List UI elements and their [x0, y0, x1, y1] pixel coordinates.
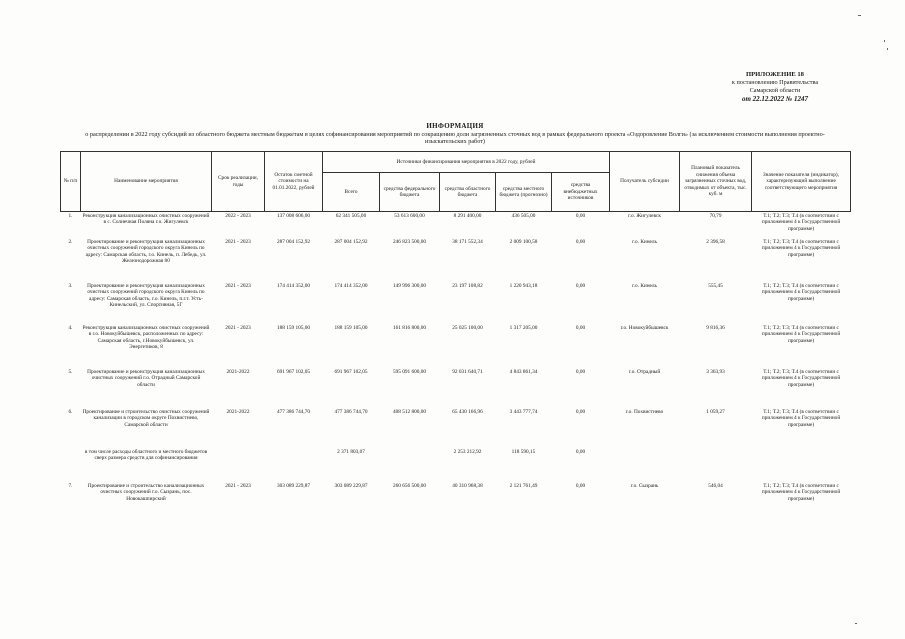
appendix-line-2: Самарской области	[749, 87, 801, 94]
header-remaining: Остаток сметной стоимости на 01.01.2022, рублей	[265, 152, 323, 212]
header-total: Всего	[323, 173, 380, 212]
table-row	[61, 282, 851, 324]
cell-federal: 260 656 500,00	[392, 483, 427, 489]
cell-term: 2021 - 2023	[225, 325, 251, 331]
cell-num: 5.	[68, 369, 73, 375]
cell-federal: 149 996 300,00	[392, 283, 427, 289]
cell-regional: 65 430 166,96	[452, 409, 483, 415]
cell-term: 2022 - 2023	[225, 213, 251, 219]
table-row	[61, 238, 851, 282]
cell-term: 2021-2022	[226, 369, 250, 375]
cell-federal: 53 613 600,00	[394, 213, 425, 219]
cell-total: 303 089 229,87	[334, 483, 368, 489]
cell-extra: 0,00	[575, 369, 586, 375]
cell-remaining: 691 967 102,05	[276, 369, 311, 375]
cell-indicator: Т.1; Т.2; Т.3; Т.4 (в соответствии с приложением 4 к Государственной программе)	[761, 369, 841, 388]
appendix-title: ПРИЛОЖЕНИЕ 18	[746, 71, 804, 78]
cell-planned: 2 396,58	[706, 239, 725, 245]
cell-recipient: г.о. Кинель	[632, 239, 657, 245]
cell-local: 3 443 777,74	[509, 409, 538, 415]
cell-recipient: г.о. Отрадный	[628, 369, 661, 375]
cell-planned: 9 816,36	[706, 325, 725, 331]
cell-total: 691 967 102,05	[334, 369, 368, 375]
cell-planned: 1 059,27	[706, 409, 725, 415]
cell-remaining: 188 159 105,00	[276, 325, 311, 331]
cell-name: Проектирование и реконструкция канализационных очистных сооружений городского округа Кинель по адресу: Самарская область, г.о. Кинель, п. Лебедь, ул. Железнодорожная 80	[85, 239, 207, 265]
cell-local: 118 590,15	[511, 449, 536, 455]
header-planned: Плановый показатель снижения объема загрязненных сточных вод, отводимых от объекта, тыс. куб. м	[680, 152, 752, 212]
cell-num: 6.	[68, 409, 73, 415]
appendix-date: от 22.12.2022 № 1247	[741, 95, 809, 103]
cell-remaining: 287 004 152,92	[276, 239, 311, 245]
document-subtitle-2: изыскательских работ)	[425, 138, 485, 145]
appendix-line-1: к постановлению Правительства	[731, 79, 819, 86]
header-term: Срок реализации, годы	[212, 152, 265, 212]
cell-extra: 0,00	[575, 213, 586, 219]
cell-remaining	[265, 448, 323, 482]
cell-indicator: Т.1; Т.2; Т.3; Т.4 (в соответствии с приложением 4 к Государственной программе)	[761, 325, 841, 344]
cell-num: 4.	[68, 325, 73, 331]
header-recipient: Получатель субсидии	[610, 152, 680, 212]
cell-total: 287 004 152,92	[334, 239, 368, 245]
cell-total: 2 371 803,07	[337, 449, 365, 455]
cell-federal: 595 091 600,00	[392, 369, 427, 375]
cell-total: 477 386 744,70	[334, 409, 368, 415]
header-regional: средства областного бюджета	[440, 173, 496, 212]
cell-local: 1 317 205,00	[509, 325, 538, 331]
header-indicator: Значение показателя (индикатор), характеризующий выполнение соответствующего мероприятия	[752, 152, 851, 212]
cell-federal	[380, 448, 440, 482]
cell-remaining: 477 386 744,70	[276, 409, 311, 415]
header-local: средства местного бюджета (прогнозно)	[496, 173, 552, 212]
scan-mark	[855, 623, 857, 624]
cell-term: 2021 - 2023	[225, 483, 251, 489]
cell-extra: 0,00	[575, 449, 586, 455]
cell-num: 7.	[68, 483, 73, 489]
cell-name: Реконструкция канализационных очистных сооружений в г.о. Новокуйбышевск, расположенных по адресу: Самарская область, г.Новокуйбышевск, ул. Энергетиков, 8	[82, 325, 210, 351]
table-row	[61, 368, 851, 408]
cell-planned	[680, 448, 752, 482]
scan-mark	[858, 15, 861, 16]
cell-regional: 25 025 100,00	[452, 325, 483, 331]
cell-regional: 23 197 108,82	[452, 283, 483, 289]
cell-local: 2 121 761,49	[509, 483, 538, 489]
cell-federal: 408 512 800,00	[392, 409, 427, 415]
table-row	[61, 482, 851, 520]
cell-recipient: г.о. Сызрань	[630, 483, 659, 489]
cell-extra: 0,00	[575, 409, 586, 415]
cell-term: 2021-2022	[226, 409, 250, 415]
cell-federal: 161 816 800,00	[392, 325, 427, 331]
header-federal: средства федерального бюджета	[380, 173, 440, 212]
cell-term	[212, 448, 265, 482]
cell-remaining: 303 089 229,87	[276, 483, 311, 489]
cell-num: 2.	[68, 239, 73, 245]
cell-regional: 8 291 400,00	[453, 213, 482, 219]
cell-total: 62 341 505,00	[335, 213, 367, 219]
cell-name: Реконструкция канализационных очистных сооружений в с. Солнечная Поляна г.о. Жигулевск	[82, 213, 210, 226]
cell-regional: 2 253 212,92	[453, 449, 482, 455]
cell-local: 4 843 861,34	[509, 369, 538, 375]
header-num: № п/п	[61, 152, 81, 212]
cell-total: 174 414 352,00	[334, 283, 368, 289]
document-title: ИНФОРМАЦИЯ	[426, 122, 484, 130]
cell-extra: 0,00	[575, 239, 586, 245]
cell-name: в том числе расходы областного и местного бюджетов сверх размера средств для софинансирования	[84, 449, 208, 462]
cell-name: Проектирование и строительство канализационных очистных сооружений г.о. Сызрань, пос. Новокашпирский	[87, 483, 205, 502]
cell-recipient: г.о. Кинель	[632, 283, 657, 289]
cell-regional: 40 310 968,38	[452, 483, 483, 489]
document-subtitle-1: о распределении в 2022 году субсидий из областного бюджета местным бюджетам в целях софинансирования мероприятий по сокращению доли загрязненных сточных вод в рамках федерального проекта «Оздоровление Волги» (за исключением стоимости выполнения проектно-	[85, 130, 825, 138]
cell-recipient: г.о. Новокуйбышевск	[620, 325, 669, 331]
appendix-block	[700, 71, 850, 103]
cell-num: 3.	[68, 283, 73, 289]
cell-planned: 70,79	[709, 213, 722, 219]
document-heading	[60, 123, 850, 146]
cell-regional: 92 031 640,71	[452, 369, 483, 375]
cell-indicator: Т.1; Т.2; Т.3; Т.4 (в соответствии с приложением 4 к Государственной программе)	[761, 283, 841, 302]
cell-planned: 555,45	[708, 283, 723, 289]
funding-table	[60, 151, 851, 520]
cell-planned: 3 363,93	[706, 369, 725, 375]
header-name: Наименование мероприятия	[81, 152, 212, 212]
cell-term: 2021 - 2023	[225, 283, 251, 289]
cell-remaining: 174 414 352,00	[276, 283, 311, 289]
cell-indicator: Т.1; Т.2; Т.3; Т.4 (в соответствии с приложением 4 к Государственной программе)	[761, 239, 841, 258]
cell-extra: 0,00	[575, 325, 586, 331]
cell-regional: 38 171 552,34	[452, 239, 483, 245]
cell-num	[61, 448, 81, 482]
cell-term: 2021 - 2023	[225, 239, 251, 245]
cell-name: Проектирование и реконструкция канализационных очистных сооружений городского округа Кинель по адресу: Самарская область, г.о. Кинель, п.г.т. Усть-Кинельский, ул. Спортивная, 5Г	[87, 283, 205, 309]
cell-num: 1.	[68, 213, 73, 219]
cell-total: 188 159 105,00	[334, 325, 368, 331]
cell-remaining: 137 008 606,00	[276, 213, 311, 219]
cell-indicator: Т.1; Т.2; Т.3; Т.4 (в соответствии с приложением 4 к Государственной программе)	[761, 483, 841, 502]
cell-indicator	[752, 448, 851, 482]
cell-extra: 0,00	[575, 483, 586, 489]
header-sources: Источники финансирования мероприятия в 2022 году, рублей	[323, 152, 610, 173]
cell-recipient	[610, 448, 680, 482]
cell-local: 2 009 100,58	[509, 239, 538, 245]
cell-name: Проектирование и строительство очистных сооружений канализации в городском округе Похвистнево, Самарской области	[82, 409, 210, 428]
scan-mark	[884, 40, 885, 42]
cell-local: 1 220 943,18	[509, 283, 538, 289]
table-row	[61, 408, 851, 448]
cell-local: 436 505,00	[511, 213, 536, 219]
header-extra: средства внебюджетных источников	[552, 173, 610, 212]
table-row	[61, 324, 851, 368]
cell-indicator: Т.1; Т.2; Т.3; Т.4 (в соответствии с приложением 4 к Государственной программе)	[761, 213, 841, 232]
cell-recipient: г.о. Жигулевск	[628, 213, 661, 219]
table-row	[61, 448, 851, 482]
cell-name: Проектирование и реконструкция канализационных очистных сооружений г.о. Отрадный Самарской области	[87, 369, 205, 388]
cell-federal: 246 823 500,00	[392, 239, 427, 245]
cell-planned: 546,04	[708, 483, 723, 489]
scan-mark	[887, 48, 888, 50]
cell-recipient: г.о. Похвистнево	[625, 409, 664, 415]
cell-extra: 0,00	[575, 283, 586, 289]
table-row	[61, 212, 851, 239]
cell-indicator: Т.1; Т.2; Т.3; Т.4 (в соответствии с приложением 4 к Государственной программе)	[761, 409, 841, 428]
